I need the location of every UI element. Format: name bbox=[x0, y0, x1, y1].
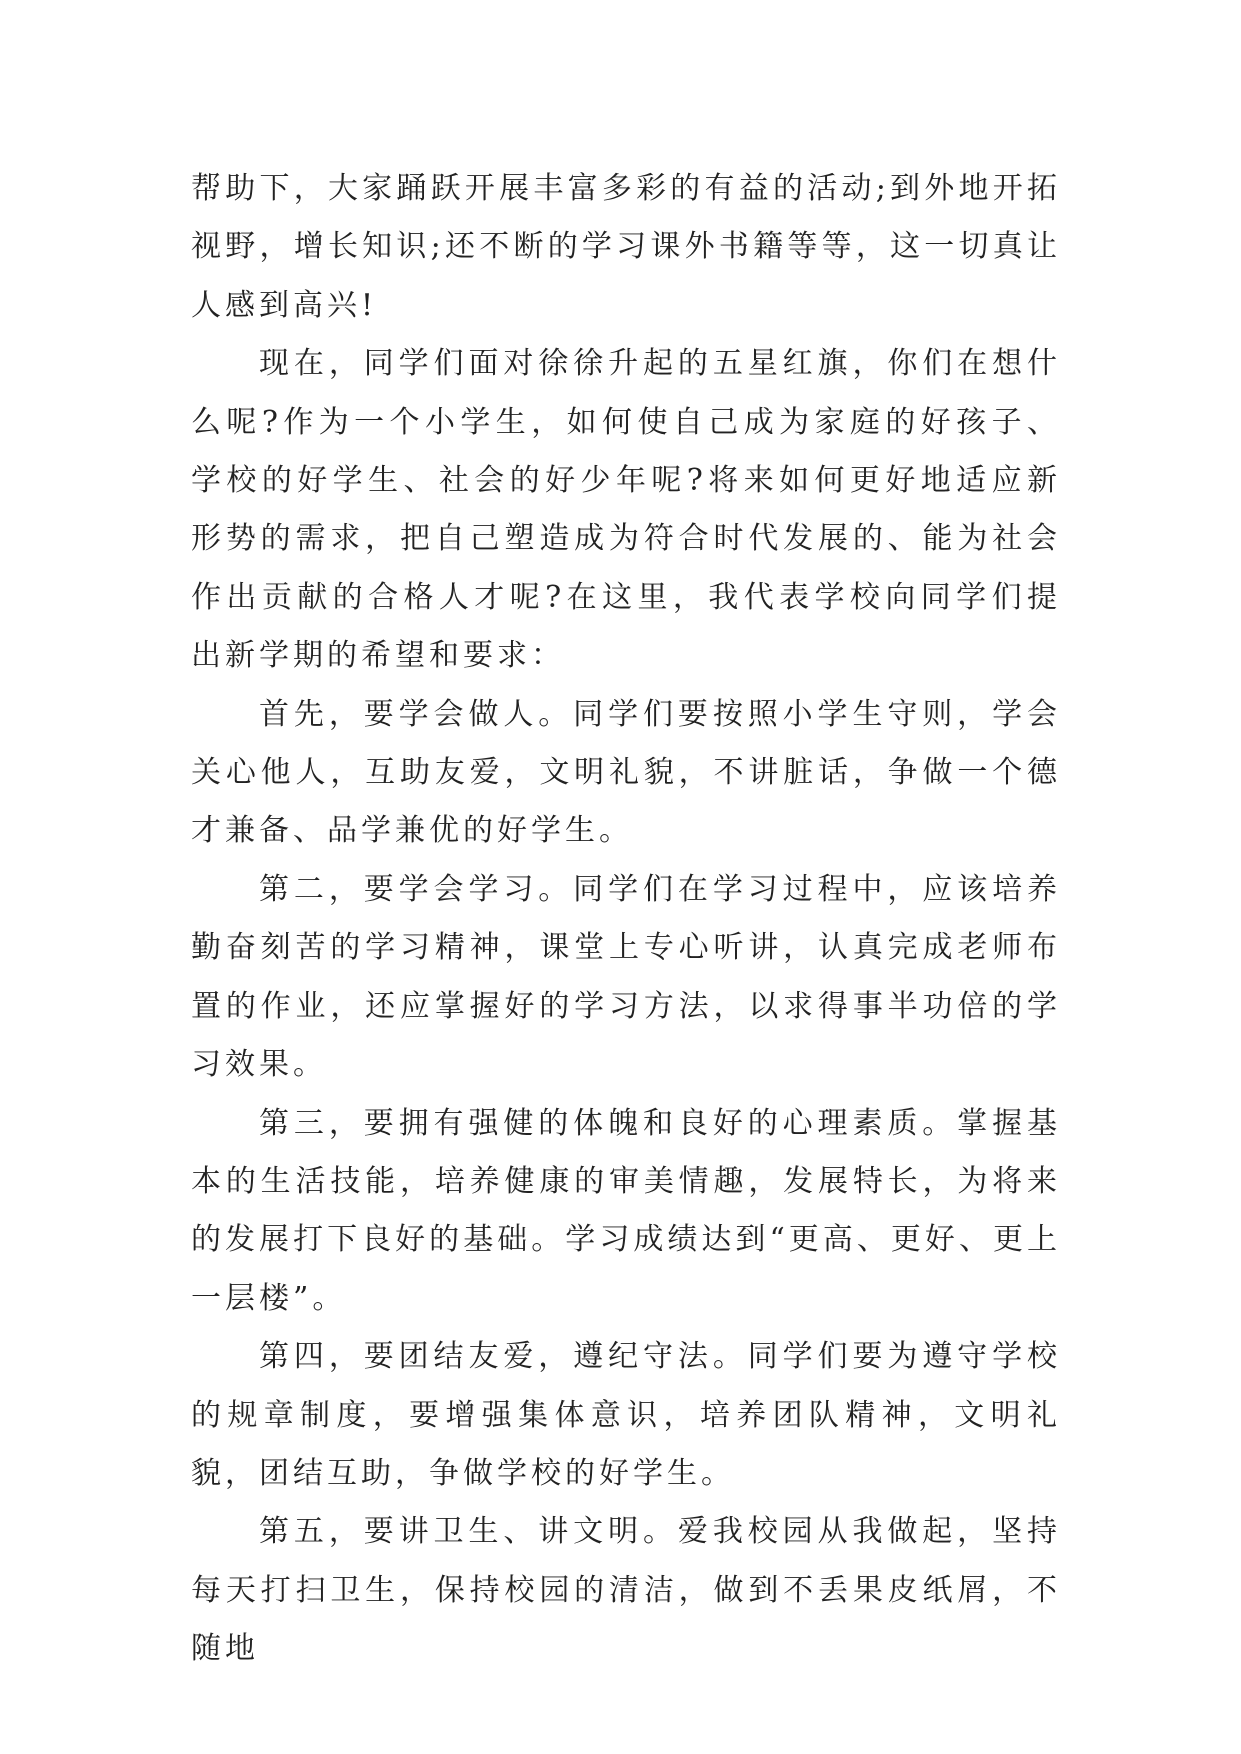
document-body bbox=[191, 160, 1061, 1679]
paragraph-4: 第二，要学会学习。同学们在学习过程中，应该培养勤奋刻苦的学习精神，课堂上专心听讲，认真完成老师布置的作业，还应掌握好的学习方法，以求得事半功倍的学习效果。 bbox=[191, 871, 1061, 1083]
paragraph-5: 第三，要拥有强健的体魄和良好的心理素质。掌握基本的生活技能，培养健康的审美情趣，发展特长，为将来的发展打下良好的基础。学习成绩达到“更高、更好、更上一层楼”。 bbox=[191, 1105, 1061, 1316]
paragraph-3: 首先，要学会做人。同学们要按照小学生守则，学会关心他人，互助友爱，文明礼貌，不讲脏话，争做一个德才兼备、品学兼优的好学生。 bbox=[191, 696, 1061, 849]
paragraph-7: 第五，要讲卫生、讲文明。爱我校园从我做起，坚持每天打扫卫生，保持校园的清洁，做到不丢果皮纸屑，不随地 bbox=[191, 1514, 1061, 1667]
paragraph-6: 第四，要团结友爱，遵纪守法。同学们要为遵守学校的规章制度，要增强集体意识，培养团队精神，文明礼貌，团结互助，争做学校的好学生。 bbox=[191, 1339, 1061, 1491]
paragraph-2: 现在，同学们面对徐徐升起的五星红旗，你们在想什么呢?作为一个小学生，如何使自己成为家庭的好孩子、学校的好学生、社会的好少年呢?将来如何更好地适应新形势的需求，把自己塑造成为符合时代发展的、能为社会作出贡献的合格人才呢?在这里，我代表学校向同学们提出新学期的希望和要求： bbox=[191, 346, 1061, 674]
paragraph-1: 帮助下，大家踊跃开展丰富多彩的有益的活动;到外地开拓视野，增长知识;还不断的学习课外书籍等等，这一切真让人感到高兴! bbox=[191, 171, 1061, 323]
